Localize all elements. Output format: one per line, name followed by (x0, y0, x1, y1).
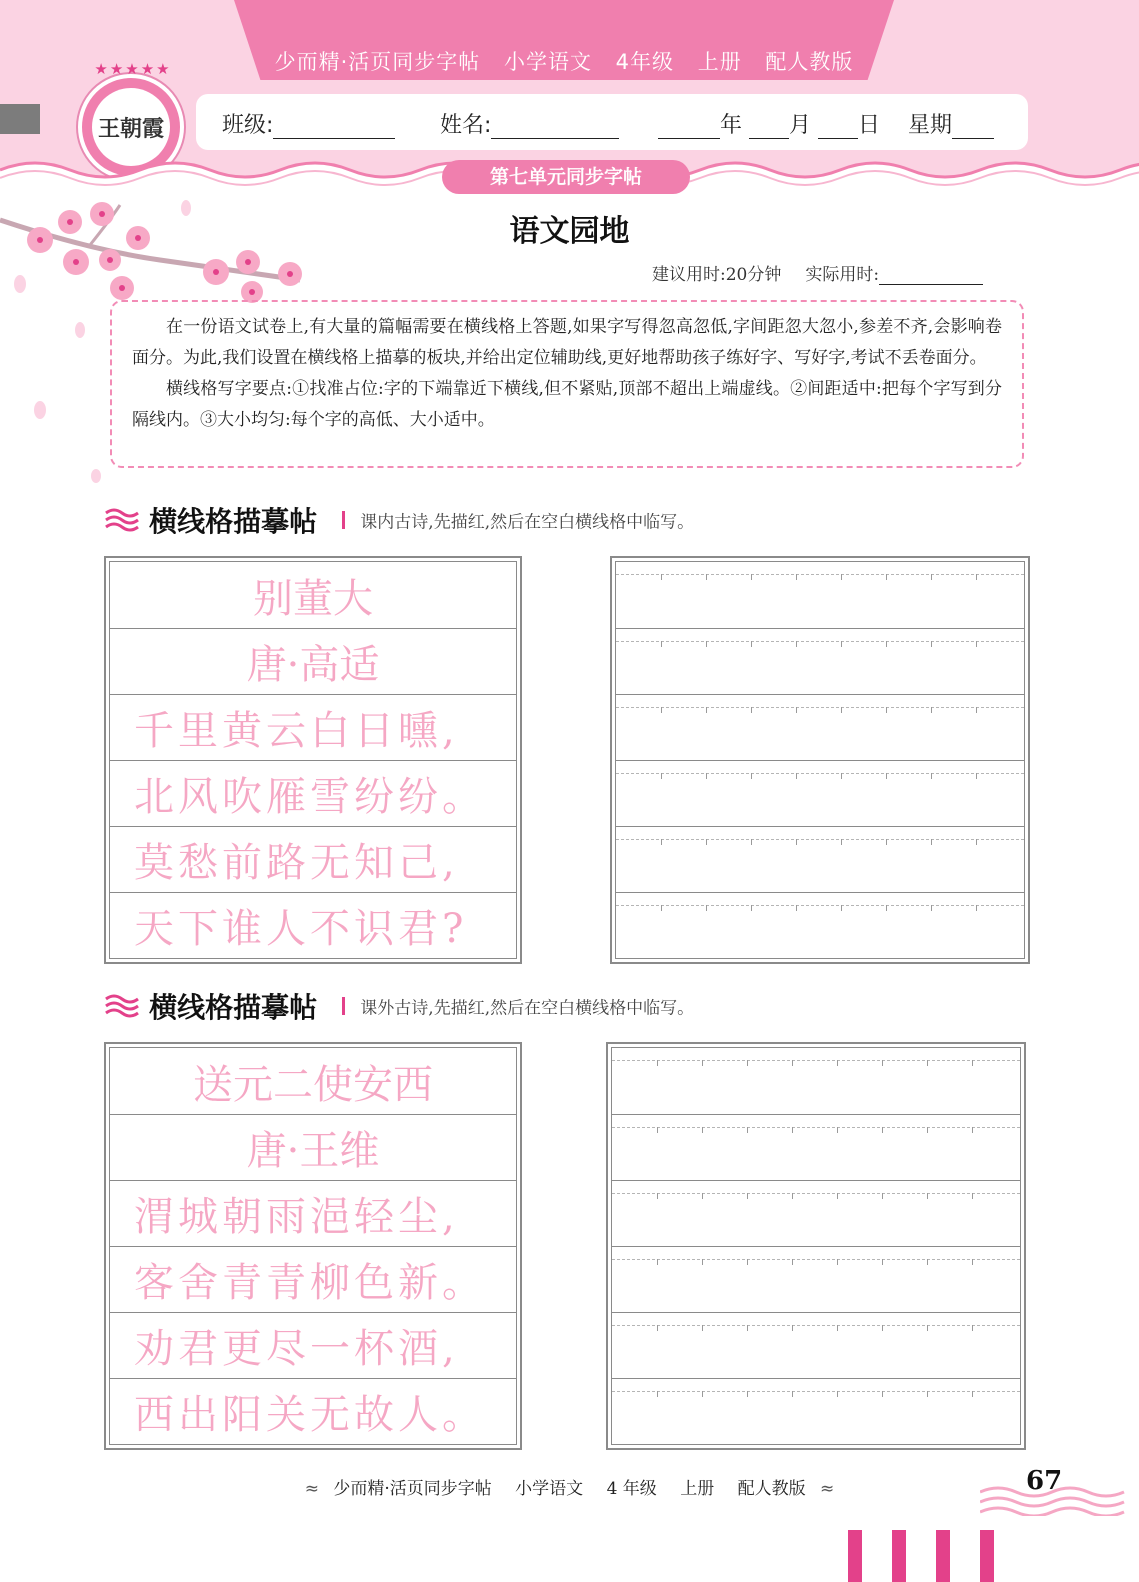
name-field[interactable] (440, 108, 619, 139)
divider-tick (841, 574, 842, 580)
guide-dashed-line (612, 1127, 1020, 1128)
header-title (234, 46, 894, 76)
year-label: 年 (720, 113, 743, 138)
trace-line[interactable]: 客舍青青柳色新。 (110, 1246, 516, 1312)
section-1-title: 横线格描摹帖 (149, 505, 318, 538)
header-grade: 4年级 (615, 50, 675, 74)
divider-tick (927, 1193, 928, 1199)
divider-tick (886, 707, 887, 713)
divider-tick (792, 1060, 793, 1066)
wave-icon (104, 507, 140, 533)
wave-icon: ≈ (304, 1479, 319, 1499)
intro-paragraph-1: 在一份语文试卷上,有大量的篇幅需要在横线格上答题,如果字写得忽高忽低,字间距忽大忽小,参差不齐,会影响卷面分。为此,我们设置在横线格上描摹的板块,并给出定位辅助线,更好地帮助孩子练好字、写好字,考试不丢卷面分。 (132, 317, 1002, 368)
divider-tick (972, 1325, 973, 1331)
divider-tick (931, 905, 932, 911)
divider-tick (702, 1259, 703, 1265)
name-blank[interactable] (491, 117, 619, 139)
divider-tick (702, 1325, 703, 1331)
page-number: 67 (1026, 1466, 1063, 1496)
footer-edition: 配人教版 (737, 1479, 806, 1499)
guide-dashed-line (612, 1193, 1020, 1194)
practice-row[interactable] (616, 826, 1024, 892)
divider-tick (972, 1127, 973, 1133)
section-1-heading (104, 500, 694, 540)
trace-line[interactable]: 天下谁人不识君? (110, 892, 516, 958)
header-volume: 上册 (697, 50, 742, 74)
divider-tick (841, 707, 842, 713)
divider-tick (702, 1391, 703, 1397)
divider-tick (751, 641, 752, 647)
wave-icon: ≈ (820, 1479, 835, 1499)
divider-tick (841, 905, 842, 911)
trace-line[interactable]: 劝君更尽一杯酒, (110, 1312, 516, 1378)
actual-time-blank[interactable] (879, 267, 983, 285)
divider-tick (972, 1259, 973, 1265)
divider-tick (837, 1127, 838, 1133)
divider-tick (657, 1325, 658, 1331)
trace-line[interactable]: 莫愁前路无知己, (110, 826, 516, 892)
divider-tick (657, 1127, 658, 1133)
divider-tick (706, 905, 707, 911)
wave-icon (104, 993, 140, 1019)
intro-box (110, 300, 1024, 468)
trace-line[interactable]: 别董大 (253, 575, 373, 622)
divider-tick (976, 773, 977, 779)
divider-tick (792, 1193, 793, 1199)
section-2-note: 课外古诗,先描红,然后在空白横线格中临写。 (360, 998, 695, 1019)
footer-subject: 小学语文 (515, 1479, 584, 1499)
divider-tick (927, 1391, 928, 1397)
student-info-box (196, 94, 1028, 150)
divider-tick (747, 1259, 748, 1265)
practice-row[interactable] (612, 1246, 1020, 1312)
divider-tick (927, 1259, 928, 1265)
practice-row[interactable] (616, 694, 1024, 760)
practice-row[interactable] (616, 628, 1024, 694)
divider-tick (661, 905, 662, 911)
practice-row[interactable] (612, 1114, 1020, 1180)
divider-tick (796, 707, 797, 713)
divider-tick (792, 1325, 793, 1331)
weekday-blank[interactable] (952, 117, 994, 139)
star-icon: ★★★★★ (94, 60, 172, 78)
trace-line[interactable]: 北风吹雁雪纷纷。 (110, 760, 516, 826)
weekday-label: 星期 (908, 113, 953, 138)
practice-row[interactable] (616, 562, 1024, 628)
divider-tick (976, 707, 977, 713)
divider-tick (841, 641, 842, 647)
suggested-time: 建议用时:20分钟 (652, 265, 782, 285)
trace-line[interactable]: 西出阳关无故人。 (110, 1378, 516, 1444)
divider-tick (837, 1391, 838, 1397)
footer-series: 少而精·活页同步字帖 (333, 1479, 492, 1499)
divider-tick (661, 574, 662, 580)
practice-rows-1 (615, 561, 1025, 959)
guide-dashed-line (616, 839, 1024, 840)
actual-time-label: 实际用时: (805, 265, 880, 285)
divider-tick (751, 707, 752, 713)
divider-tick (706, 574, 707, 580)
class-label: 班级: (222, 113, 274, 138)
divider-tick (657, 1259, 658, 1265)
divider-tick (796, 905, 797, 911)
guide-dashed-line (612, 1325, 1020, 1326)
section-2-title: 横线格描摹帖 (149, 991, 318, 1024)
divider-tick (882, 1127, 883, 1133)
guide-dashed-line (616, 641, 1024, 642)
divider-tick (751, 839, 752, 845)
class-blank[interactable] (273, 117, 395, 139)
guide-dashed-line (616, 905, 1024, 906)
divider-tick (792, 1391, 793, 1397)
divider-tick (702, 1127, 703, 1133)
divider-tick (747, 1193, 748, 1199)
section-1-trace-grid (104, 556, 522, 964)
divider-tick (886, 905, 887, 911)
divider-tick (976, 839, 977, 845)
divider-tick (751, 574, 752, 580)
divider-tick (841, 839, 842, 845)
divider-tick (702, 1193, 703, 1199)
corner-bars (848, 1530, 1008, 1582)
divider-tick (927, 1127, 928, 1133)
divider-tick (702, 1060, 703, 1066)
practice-row[interactable] (612, 1312, 1020, 1378)
divider-tick (792, 1127, 793, 1133)
divider-tick (661, 641, 662, 647)
month-label: 月 (789, 113, 812, 138)
divider-tick (931, 641, 932, 647)
practice-row[interactable] (616, 892, 1024, 958)
day-label: 日 (858, 113, 881, 138)
day-blank[interactable] (818, 117, 858, 139)
divider-tick (837, 1193, 838, 1199)
divider-tick (886, 773, 887, 779)
divider-tick (661, 839, 662, 845)
divider-tick (837, 1060, 838, 1066)
trace-line[interactable]: 渭城朝雨浥轻尘, (110, 1180, 516, 1246)
guide-dashed-line (612, 1259, 1020, 1260)
section-1-practice-grid (610, 556, 1030, 964)
divider-tick (886, 574, 887, 580)
divider-tick (837, 1325, 838, 1331)
header-edition: 配人教版 (765, 50, 854, 74)
divider-tick (976, 641, 977, 647)
divider-tick (972, 1391, 973, 1397)
section-2-trace-grid (104, 1042, 522, 1450)
divider-tick (927, 1060, 928, 1066)
practice-row[interactable] (612, 1378, 1020, 1444)
footer-volume: 上册 (680, 1479, 715, 1499)
divider-tick (747, 1391, 748, 1397)
header-series: 少而精·活页同步字帖 (274, 50, 481, 74)
divider-tick (882, 1391, 883, 1397)
practice-row[interactable] (612, 1180, 1020, 1246)
trace-line[interactable]: 唐·高适 (110, 628, 516, 694)
divider-tick (751, 773, 752, 779)
divider-tick (796, 574, 797, 580)
month-blank[interactable] (749, 117, 789, 139)
divider-tick (747, 1060, 748, 1066)
divider-tick (931, 839, 932, 845)
divider-tick (796, 641, 797, 647)
section-2-heading (104, 986, 694, 1026)
divider-tick (747, 1127, 748, 1133)
divider-tick (796, 773, 797, 779)
divider-tick (747, 1325, 748, 1331)
divider-tick (882, 1325, 883, 1331)
divider-tick (661, 707, 662, 713)
divider-tick (886, 641, 887, 647)
divider-tick (931, 773, 932, 779)
class-field[interactable] (222, 108, 395, 139)
divider-tick (841, 773, 842, 779)
unit-title-pill: 第七单元同步字帖 (442, 160, 690, 194)
divider-tick (972, 1193, 973, 1199)
year-blank[interactable] (658, 117, 720, 139)
divider-tick (886, 839, 887, 845)
divider-tick (882, 1060, 883, 1066)
divider-tick (661, 773, 662, 779)
section-2-practice-grid (606, 1042, 1026, 1450)
divider-tick (927, 1325, 928, 1331)
footer-grade: 4 年级 (606, 1479, 657, 1499)
divider-tick (882, 1259, 883, 1265)
guide-dashed-line (612, 1391, 1020, 1392)
time-info (652, 260, 983, 285)
section-1-note: 课内古诗,先描红,然后在空白横线格中临写。 (360, 512, 695, 533)
date-field[interactable] (658, 108, 880, 139)
divider-tick (751, 905, 752, 911)
footer (0, 1474, 1139, 1499)
divider-tick (706, 641, 707, 647)
guide-dashed-line (616, 574, 1024, 575)
divider-tick (882, 1193, 883, 1199)
divider-tick (706, 839, 707, 845)
divider-tick (931, 707, 932, 713)
divider-tick (657, 1391, 658, 1397)
trace-line[interactable]: 送元二使安西 (193, 1061, 433, 1108)
weekday-field[interactable] (908, 108, 994, 139)
divider-tick (792, 1259, 793, 1265)
name-label: 姓名: (440, 113, 492, 138)
practice-row[interactable] (612, 1048, 1020, 1114)
divider-tick (972, 1060, 973, 1066)
divider-tick (657, 1193, 658, 1199)
divider-tick (706, 773, 707, 779)
divider-tick (706, 707, 707, 713)
trace-line[interactable]: 千里黄云白日曛, (110, 694, 516, 760)
practice-row[interactable] (616, 760, 1024, 826)
divider-tick (931, 574, 932, 580)
divider-tick (976, 905, 977, 911)
grey-side-tab (0, 104, 40, 134)
divider-tick (657, 1060, 658, 1066)
trace-line[interactable]: 唐·王维 (110, 1114, 516, 1180)
practice-rows-2 (611, 1047, 1021, 1445)
guide-dashed-line (616, 707, 1024, 708)
guide-dashed-line (616, 773, 1024, 774)
divider-tick (837, 1259, 838, 1265)
guide-dashed-line (612, 1060, 1020, 1061)
divider-tick (796, 839, 797, 845)
logo-text: 王朝霞 (92, 88, 170, 166)
intro-paragraph-2: 横线格写字要点:①找准占位:字的下端靠近下横线,但不紧贴,顶部不超出上端虚线。②间距适中:把每个字写到分隔线内。③大小均匀:每个字的高低、大小适中。 (132, 379, 1002, 430)
header-subject: 小学语文 (503, 50, 592, 74)
divider-tick (976, 574, 977, 580)
page-title: 语文园地 (509, 214, 630, 249)
